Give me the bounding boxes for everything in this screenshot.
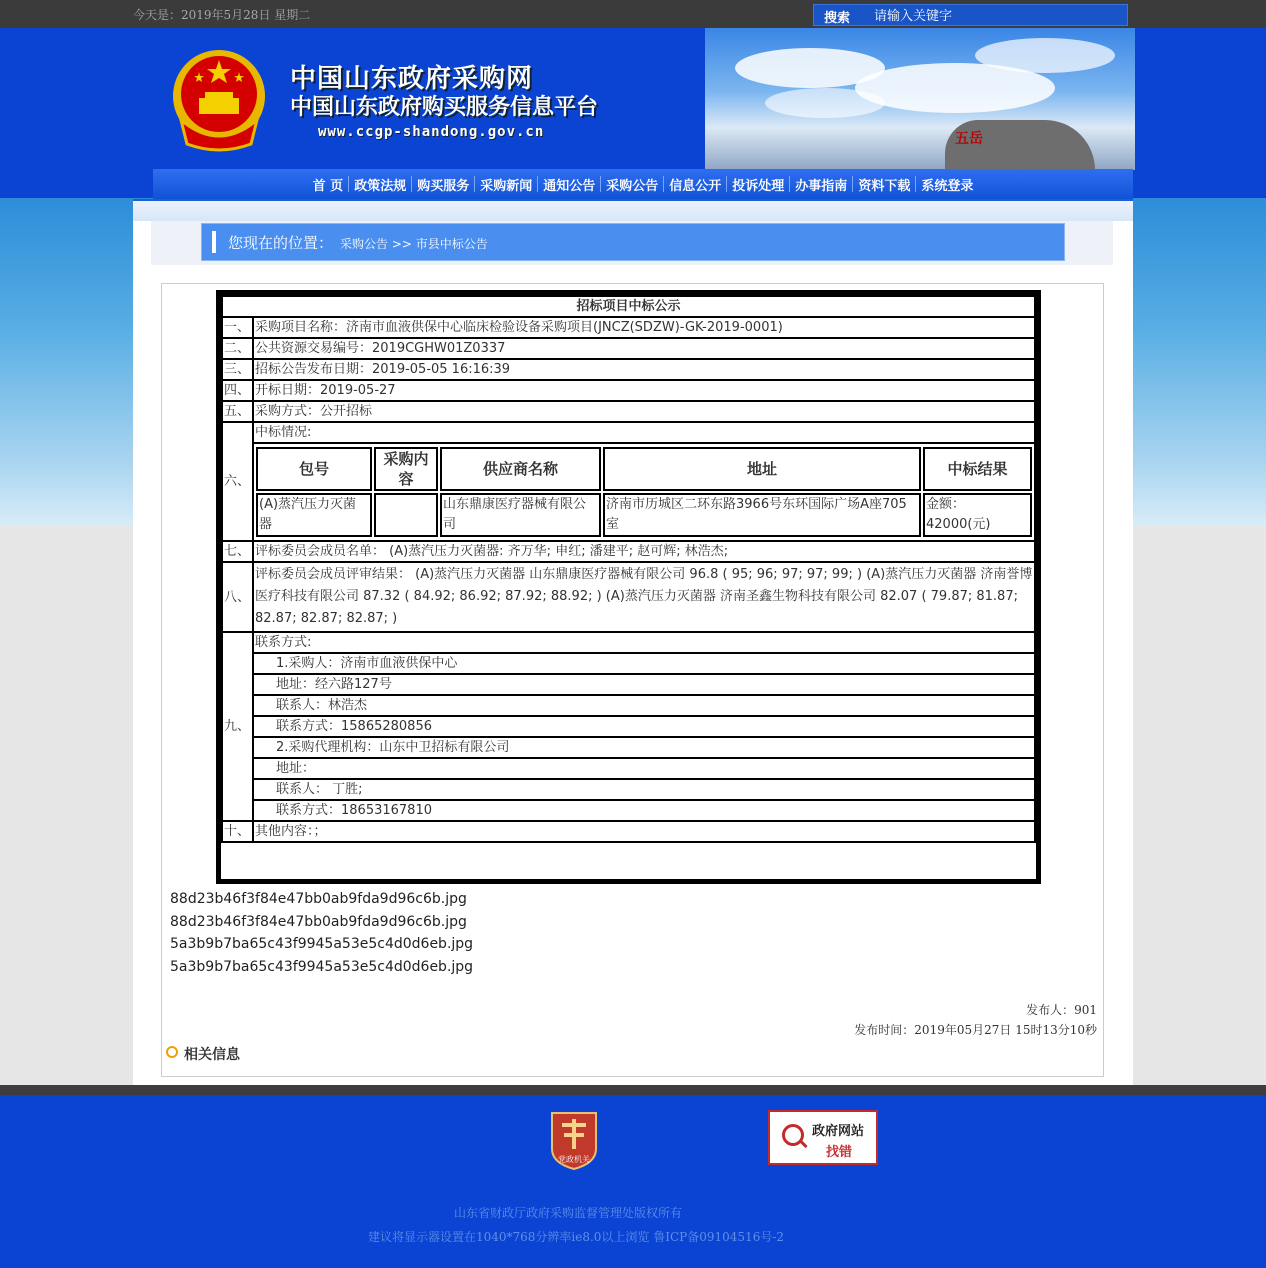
table-row bbox=[222, 359, 1035, 380]
table-row bbox=[222, 562, 1035, 632]
table-row bbox=[222, 632, 1035, 653]
contact-line: 联系方式：15865280856 bbox=[253, 716, 1035, 737]
table-row bbox=[222, 401, 1035, 422]
top-bar bbox=[0, 0, 1266, 28]
table-row bbox=[222, 443, 1035, 541]
award-header-package: 包号 bbox=[256, 447, 372, 491]
award-header-supplier: 供应商名称 bbox=[440, 447, 601, 491]
search-box bbox=[813, 4, 1128, 26]
party-government-badge-icon[interactable] bbox=[548, 1109, 600, 1171]
row-number: 八、 bbox=[222, 562, 253, 632]
publish-info bbox=[854, 1000, 1097, 1040]
notice-table-frame bbox=[216, 290, 1041, 884]
other-content: 其他内容：； bbox=[253, 821, 1035, 842]
search-input[interactable] bbox=[872, 6, 1126, 26]
article-box bbox=[161, 283, 1104, 1077]
row-number: 十、 bbox=[222, 821, 253, 842]
breadcrumb bbox=[201, 223, 1065, 261]
contact-line: 1.采购人：济南市血液供保中心 bbox=[253, 653, 1035, 674]
row-number: 四、 bbox=[222, 380, 253, 401]
contact-line: 联系人：林浩杰 bbox=[253, 695, 1035, 716]
notice-table bbox=[221, 295, 1036, 843]
nav-policy[interactable]: 政策法规 bbox=[354, 178, 407, 194]
content-top-strip bbox=[133, 199, 1133, 221]
nav-home[interactable]: 首 页 bbox=[312, 178, 344, 194]
nav-purchase-service[interactable]: 购买服务 bbox=[417, 178, 470, 194]
award-header-result: 中标结果 bbox=[923, 447, 1032, 491]
table-row bbox=[222, 541, 1035, 562]
nav-notices[interactable]: 通知公告 bbox=[543, 178, 596, 194]
row-number: 九、 bbox=[222, 632, 253, 821]
announce-date: 招标公告发布日期：2019-05-05 16:16:39 bbox=[253, 359, 1035, 380]
breadcrumb-area bbox=[151, 221, 1113, 265]
transaction-number: 公共资源交易编号：2019CGHW01Z0337 bbox=[253, 338, 1035, 359]
site-url: www.ccgp-shandong.gov.cn bbox=[318, 124, 545, 140]
rock-image bbox=[945, 120, 1095, 170]
contact-title: 联系方式: bbox=[253, 632, 1035, 653]
publisher: 发布人：901 bbox=[1026, 1003, 1097, 1017]
attachment-list bbox=[170, 888, 473, 978]
breadcrumb-marker bbox=[212, 231, 216, 253]
attachment-link[interactable]: 5a3b9b7ba65c43f9945a53e5c4d0d6eb.jpg bbox=[170, 936, 474, 952]
contact-line: 联系方式：18653167810 bbox=[253, 800, 1035, 821]
mountain-banner-image bbox=[705, 28, 1135, 170]
badge2-line1: 政府网站 bbox=[812, 1124, 865, 1139]
table-row bbox=[222, 821, 1035, 842]
award-header-address: 地址 bbox=[603, 447, 921, 491]
review-results: 评标委员会成员评审结果： (A)蒸汽压力灭菌器 山东鼎康医疗器械有限公司 96.8 ( 95; 96; 97; 97; 99; ) (A)蒸汽压力灭菌器 济南誉博医疗科技有限公司 87.32 ( 84.92; 86.92; 87.92; 88.92; ) (A)蒸汽压力灭菌器 济南圣鑫生物科技有限公司 82.07 ( 79.87; 81.87; 82.87; 82.87; 82.87; ) bbox=[253, 562, 1035, 632]
row-number: 二、 bbox=[222, 338, 253, 359]
row-number: 五、 bbox=[222, 401, 253, 422]
bid-open-date: 开标日期：2019-05-27 bbox=[253, 380, 1035, 401]
breadcrumb-label: 您现在的位置： bbox=[228, 234, 334, 252]
award-title: 中标情况: bbox=[253, 422, 1035, 443]
publish-time: 发布时间：2019年05月27日 15时13分10秒 bbox=[854, 1023, 1097, 1037]
award-result: 金额： 42000(元) bbox=[923, 493, 1032, 537]
copyright-text: 山东省财政厅政府采购监督管理处版权所有 bbox=[453, 1206, 682, 1220]
site-subtitle: 中国山东政府购买服务信息平台 bbox=[290, 95, 599, 120]
award-address: 济南市历城区二环东路3966号东环国际广场A座705室 bbox=[603, 493, 921, 537]
main-content bbox=[133, 199, 1133, 1085]
nav-login[interactable]: 系统登录 bbox=[921, 178, 974, 194]
row-number: 七、 bbox=[222, 541, 253, 562]
icp-text: 建议将显示器设置在1040*768分辨率ie8.0以上浏览 鲁ICP备09104516号-2 bbox=[367, 1230, 785, 1244]
current-date: 今天是：2019年5月28日 星期二 bbox=[133, 8, 311, 22]
award-supplier: 山东鼎康医疗器械有限公司 bbox=[440, 493, 601, 537]
nav-info-disclosure[interactable]: 信息公开 bbox=[669, 178, 722, 194]
website-error-report-badge[interactable] bbox=[768, 1110, 878, 1165]
main-nav bbox=[153, 169, 1133, 199]
table-row bbox=[222, 380, 1035, 401]
national-emblem-icon bbox=[171, 48, 267, 152]
badge1-label: 党政机关 bbox=[558, 1155, 590, 1164]
bullet-icon bbox=[166, 1046, 178, 1058]
row-number: 三、 bbox=[222, 359, 253, 380]
contact-line: 地址：经六路127号 bbox=[253, 674, 1035, 695]
badge2-line2: 找错 bbox=[826, 1145, 853, 1160]
table-row bbox=[222, 317, 1035, 338]
related-info-title: 相关信息 bbox=[184, 1047, 240, 1063]
site-footer bbox=[0, 1085, 1266, 1268]
project-name: 采购项目名称：济南市血液供保中心临床检验设备采购项目(JNCZ(SDZW)-GK-2019-0001) bbox=[253, 317, 1035, 338]
contact-line: 2.采购代理机构：山东中卫招标有限公司 bbox=[253, 737, 1035, 758]
procurement-method: 采购方式：公开招标 bbox=[253, 401, 1035, 422]
contact-line: 联系人： 丁胜; bbox=[253, 779, 1035, 800]
nav-downloads[interactable]: 资料下载 bbox=[858, 178, 911, 194]
breadcrumb-path[interactable]: 采购公告 >> 市县中标公告 bbox=[340, 237, 488, 251]
award-content bbox=[374, 493, 438, 537]
related-info-heading bbox=[166, 1044, 240, 1064]
attachment-link[interactable]: 88d23b46f3f84e47bb0ab9fda9d96c6b.jpg bbox=[170, 913, 467, 930]
nav-complaints[interactable]: 投诉处理 bbox=[732, 178, 785, 194]
rock-inscription: 五岳 bbox=[955, 131, 983, 147]
row-number: 一、 bbox=[222, 317, 253, 338]
award-header-content: 采购内容 bbox=[374, 447, 438, 491]
attachment-link[interactable]: 88d23b46f3f84e47bb0ab9fda9d96c6b.jpg bbox=[170, 891, 467, 907]
notice-caption: 招标项目中标公示 bbox=[222, 296, 1035, 317]
search-button[interactable]: 搜索 bbox=[824, 11, 851, 26]
nav-news[interactable]: 采购新闻 bbox=[480, 178, 533, 194]
committee-members: 评标委员会成员名单： (A)蒸汽压力灭菌器: 齐万华; 申红; 潘建平; 赵可辉; 林浩杰; bbox=[253, 541, 1035, 562]
site-title: 中国山东政府采购网 bbox=[290, 64, 534, 94]
row-number: 六、 bbox=[222, 422, 253, 541]
nav-guide[interactable]: 办事指南 bbox=[795, 178, 848, 194]
table-row bbox=[222, 422, 1035, 443]
attachment-link[interactable]: 5a3b9b7ba65c43f9945a53e5c4d0d6eb.jpg bbox=[170, 958, 474, 975]
award-table bbox=[254, 445, 1034, 539]
contact-line: 地址： bbox=[253, 758, 1035, 779]
award-package: (A)蒸汽压力灭菌器 bbox=[256, 493, 372, 537]
table-row bbox=[222, 338, 1035, 359]
nav-procurement-announcements[interactable]: 采购公告 bbox=[606, 178, 659, 194]
